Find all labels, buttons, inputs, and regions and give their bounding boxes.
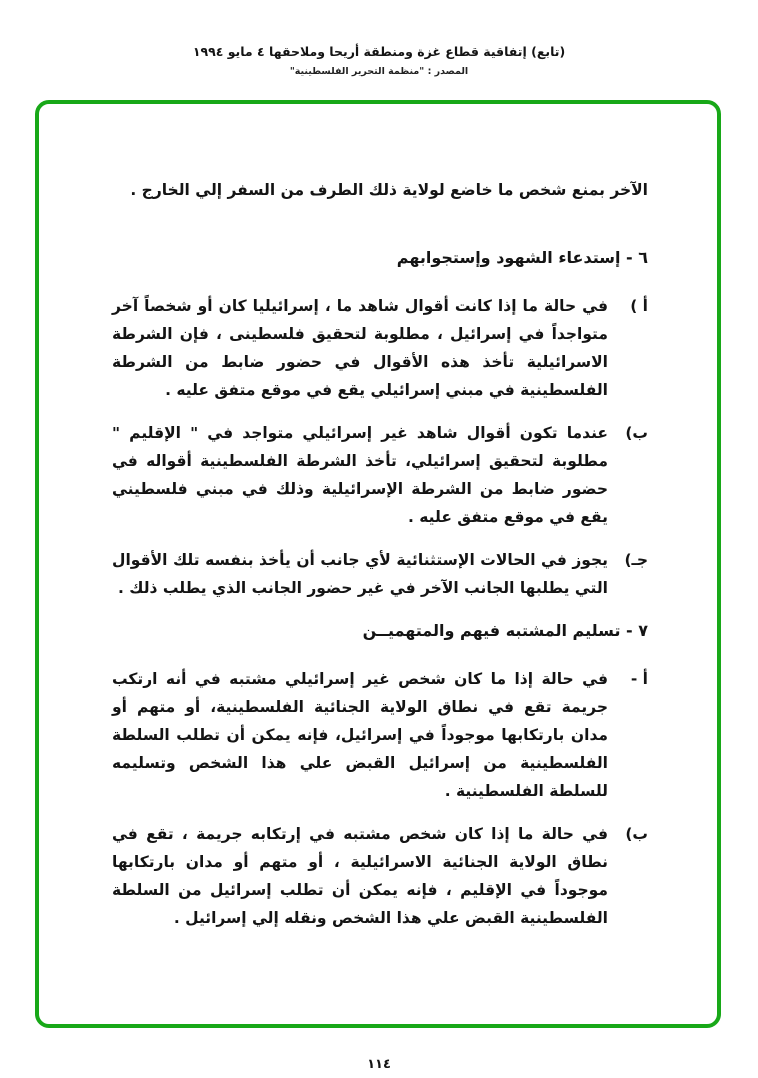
header-title: (تابع) إتفاقية قطاع غزة ومنطقة أريحا وملاحقها ٤ مايو ١٩٩٤: [192, 44, 566, 59]
clause-7-b-text: في حالة ما إذا كان شخص مشتبه في إرتكابه جريمة ، تقع في نطاق الولاية الجنائية الاسرائيلية ، أو متهم أو مدان بارتكابها موجوداً في الإقليم ، فإنه يمكن أن تطلب إسرائيل من السلطة الفلسطينية القبض علي هذا الشخص ونقله إلي إسرائيل .: [112, 825, 608, 927]
clause-6-a: [112, 292, 648, 404]
page-header: [0, 44, 758, 77]
clause-7-a-text: في حالة إذا ما كان شخص غير إسرائيلي مشتبه في أنه ارتكب جريمة تقع في نطاق الولاية الجنائية الفلسطينية، أو متهم أو مدان بارتكابها موجوداً في إسرائيل، فإنه يمكن أن تطلب السلطة الفلسطينية من إسرائيل القبض علي هذا الشخص وتسليمه للسلطة الفلسطينية .: [112, 670, 608, 800]
document-body: [112, 176, 648, 947]
clause-7-b: [112, 820, 648, 932]
clause-6-a-marker: أ ): [630, 297, 648, 315]
clause-6-c: [112, 546, 648, 602]
clause-6-a-text: في حالة ما إذا كانت أقوال شاهد ما ، إسرائيليا كان أو شخصاً آخر متواجداً في إسرائيل ، مطلوبة لتحقيق فلسطينى ، فإن الشرطة الاسرائيلية تأخذ هذه الأقوال في حضور ضابط من الشرطة الفلسطينية في مبني إسرائيلي يقع في موقع متفق عليه .: [112, 297, 608, 399]
clause-6-b-text: عندما تكون أقوال شاهد غير إسرائيلي متواجد في " الإقليم " مطلوبة لتحقيق إسرائيلي، تأخذ الشرطة الفلسطينية أقواله في حضور ضابط من الشرطة الإسرائيلية وذلك في مبني فلسطيني يقع في موقع متفق عليه .: [112, 424, 608, 526]
clause-6-b: [112, 419, 648, 531]
clause-6-c-text: يجوز في الحالات الإستثنائية لأي جانب أن يأخذ بنفسه تلك الأقوال التي يطلبها الجانب الآخر في غير حضور الجانب الذي يطلب ذلك .: [112, 551, 608, 597]
section-6-heading: ٦ - إستدعاء الشهود وإستجوابهم: [396, 248, 648, 267]
clause-6-b-marker: ب): [625, 424, 648, 442]
clause-6-c-marker: جـ): [624, 551, 648, 569]
page-number: ١١٤: [367, 1057, 391, 1072]
continuation-paragraph: الآخر بمنع شخص ما خاضع لولاية ذلك الطرف من السفر إلي الخارج .: [130, 181, 648, 199]
clause-7-a: [112, 665, 648, 805]
clause-7-a-marker: أ -: [630, 670, 648, 688]
clause-7-b-marker: ب): [625, 825, 648, 843]
section-7-heading: ٧ - تسليم المشتبه فيهم والمتهميــن: [362, 621, 648, 640]
header-source: المصدر : "منظمة التحرير الفلسطينية": [289, 66, 469, 77]
